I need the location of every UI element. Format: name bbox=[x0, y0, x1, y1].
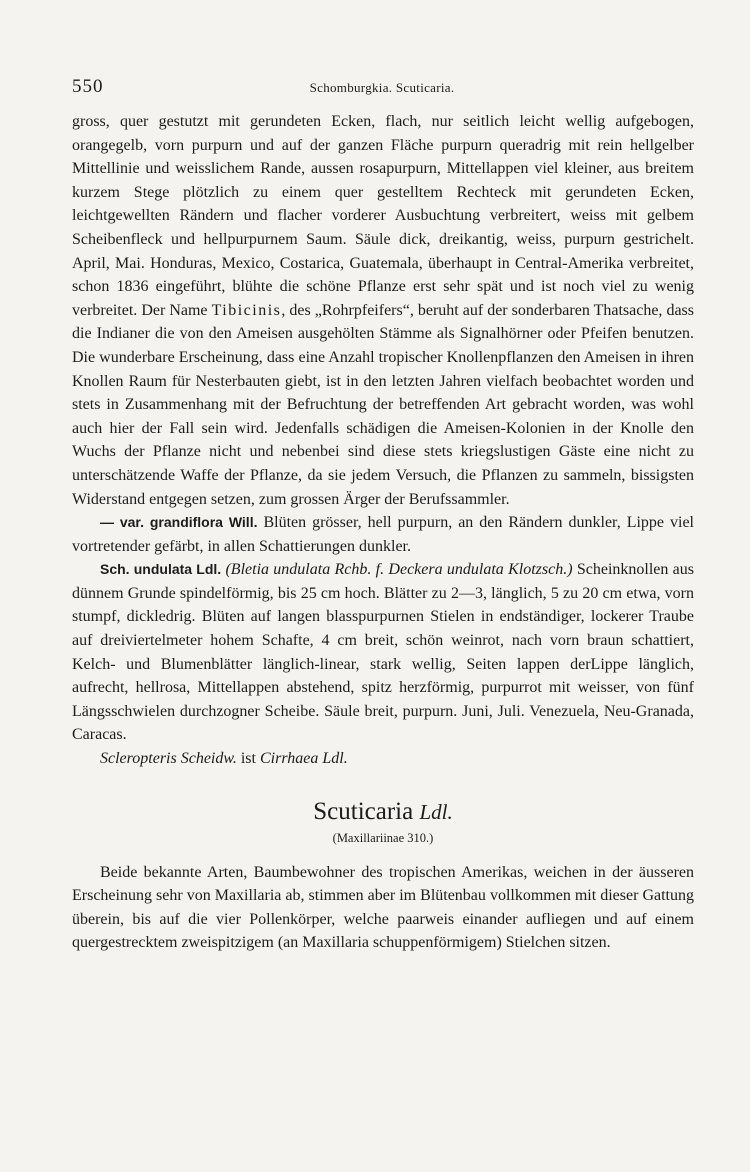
variety-text: Blüten grösser, hell purpurn, an den Rändern dunkler, Lippe viel vortretender gefärbt, in allen Schattierungen dunkler. bbox=[72, 514, 694, 555]
paragraph-variety bbox=[72, 511, 694, 558]
running-head: Schomburgkia. Scuticaria. bbox=[309, 80, 455, 95]
species-text: Scheinknollen aus dünnem Grunde spindelförmig, bis 25 cm hoch. Blätter zu 2—3, länglich, 5 zu 20 cm etwa, vorn stumpf, dickledrig. Blüten auf langen blasspurpurnen Stielen in endständiger, lockerer Traube auf dreiviertelmeter hohem Schafte, 4 cm breit, schön weinrot, nach vorn braun schattiert, Kelch- und Blumenblätter länglich-linear, stark wellig, Seiten lappen derLippe länglich, aufrecht, hellrosa, Mittellappen abstehend, spitz herzförmig, purpurrot mit weisser, von fünf Längsschwielen durchzogner Scheibe. Säule breit, purpurn. Juni, Juli. Venezuela, Neu-Granada, Caracas. bbox=[72, 561, 695, 744]
body-text bbox=[72, 110, 694, 955]
accepted-genus: Cirrhaea Ldl. bbox=[259, 750, 348, 768]
synonym-genus: Scleropteris Scheidw. bbox=[100, 750, 237, 768]
genus-heading bbox=[72, 797, 694, 827]
variety-name: — var. grandiflora Will. bbox=[100, 514, 258, 531]
genus-tribe: (Maxillariinae 310.) bbox=[332, 830, 434, 845]
species-name: Sch. undulata Ldl. bbox=[100, 561, 222, 578]
page-number: 550 bbox=[72, 76, 104, 97]
page-header bbox=[72, 76, 692, 102]
synonym-connector: ist bbox=[236, 750, 260, 768]
species-synonyms: (Bletia undulata Rchb. f. Deckera undulata Klotzsch.) bbox=[225, 561, 573, 579]
paragraph-scleropteris bbox=[72, 747, 694, 771]
paragraph-undulata bbox=[72, 558, 694, 747]
spaced-name: Tibicinis bbox=[211, 301, 282, 319]
paragraph-tibicinis bbox=[72, 110, 694, 511]
paragraph-text: gross, quer gestutzt mit gerundeten Ecken, flach, nur seitlich leicht wellig aufgebogen, orangegelb, vorn purpurn und auf der ganzen Fläche purpurn queradrig mit rein hellgelber Mittellinie und weisslichem Rande, aussen rosapurpurn, Mittellappen viel kleiner, aus breitem kurzem Stege plötzlich zu einem quer gestelltem Rechteck mit gerundeten Ecken, leichtgewellten Rändern und flacher vorderer Ausbuchtung verbreitert, weiss mit gelbem Scheibenfleck und hellpurpurnem Saum. Säule dick, dreikantig, weiss, purpurn gestrichelt. April, Mai. Honduras, Mexico, Costarica, Guatemala, überhaupt in Central-Amerika verbreitet, schon 1836 eingeführt, blühte die schöne Pflanze erst sehr spät und ist noch viel zu wenig verbreitet. Der Name bbox=[72, 113, 694, 319]
genus-name: Scuticaria bbox=[313, 797, 414, 825]
paragraph-scuticaria: Beide bekannte Arten, Baumbewohner des tropischen Amerikas, weichen in der äusseren Erscheinung sehr von Maxillaria ab, stimmen aber im Blütenbau vollkommen mit dieser Gattung überein, bis auf die vier Pollenkörper, welche paarweis einander aufliegen und auf einem quergestrecktem zweispitzigem (an Maxillaria schuppenförmigem) Stielchen sitzen. bbox=[72, 863, 694, 952]
genus-author: Ldl. bbox=[419, 799, 453, 824]
paragraph-text: , des „Rohrpfeifers“, beruht auf der sonderbaren Thatsache, dass die Indianer die von den Ameisen ausgehölten Stämme als Signalhörner oder Pfeifen benutzen. Die wunderbare Erscheinung, dass eine Anzahl tropischer Knollenpflanzen den Ameisen in ihren Knollen Raum für Nesterbauten giebt, ist in den letzten Jahren vielfach beobachtet worden und stets in Zusammenhang mit der Befruchtung der betreffenden Art gebracht worden, was wohl auch hier der Fall sein wird. Jedenfalls schädigen die Ameisen-Kolonien in der Knolle den Wuchs der Pflanze nicht und nebenbei sind diese stets kriegslustigen Gäste eine nicht zu unterschätzende Waffe der Pflanze, da sie jedem Versuch, die Pflanzen zu sammeln, bissigsten Widerstand entgegen setzen, zum grossen Ärger der Berufssammler. bbox=[72, 301, 695, 508]
